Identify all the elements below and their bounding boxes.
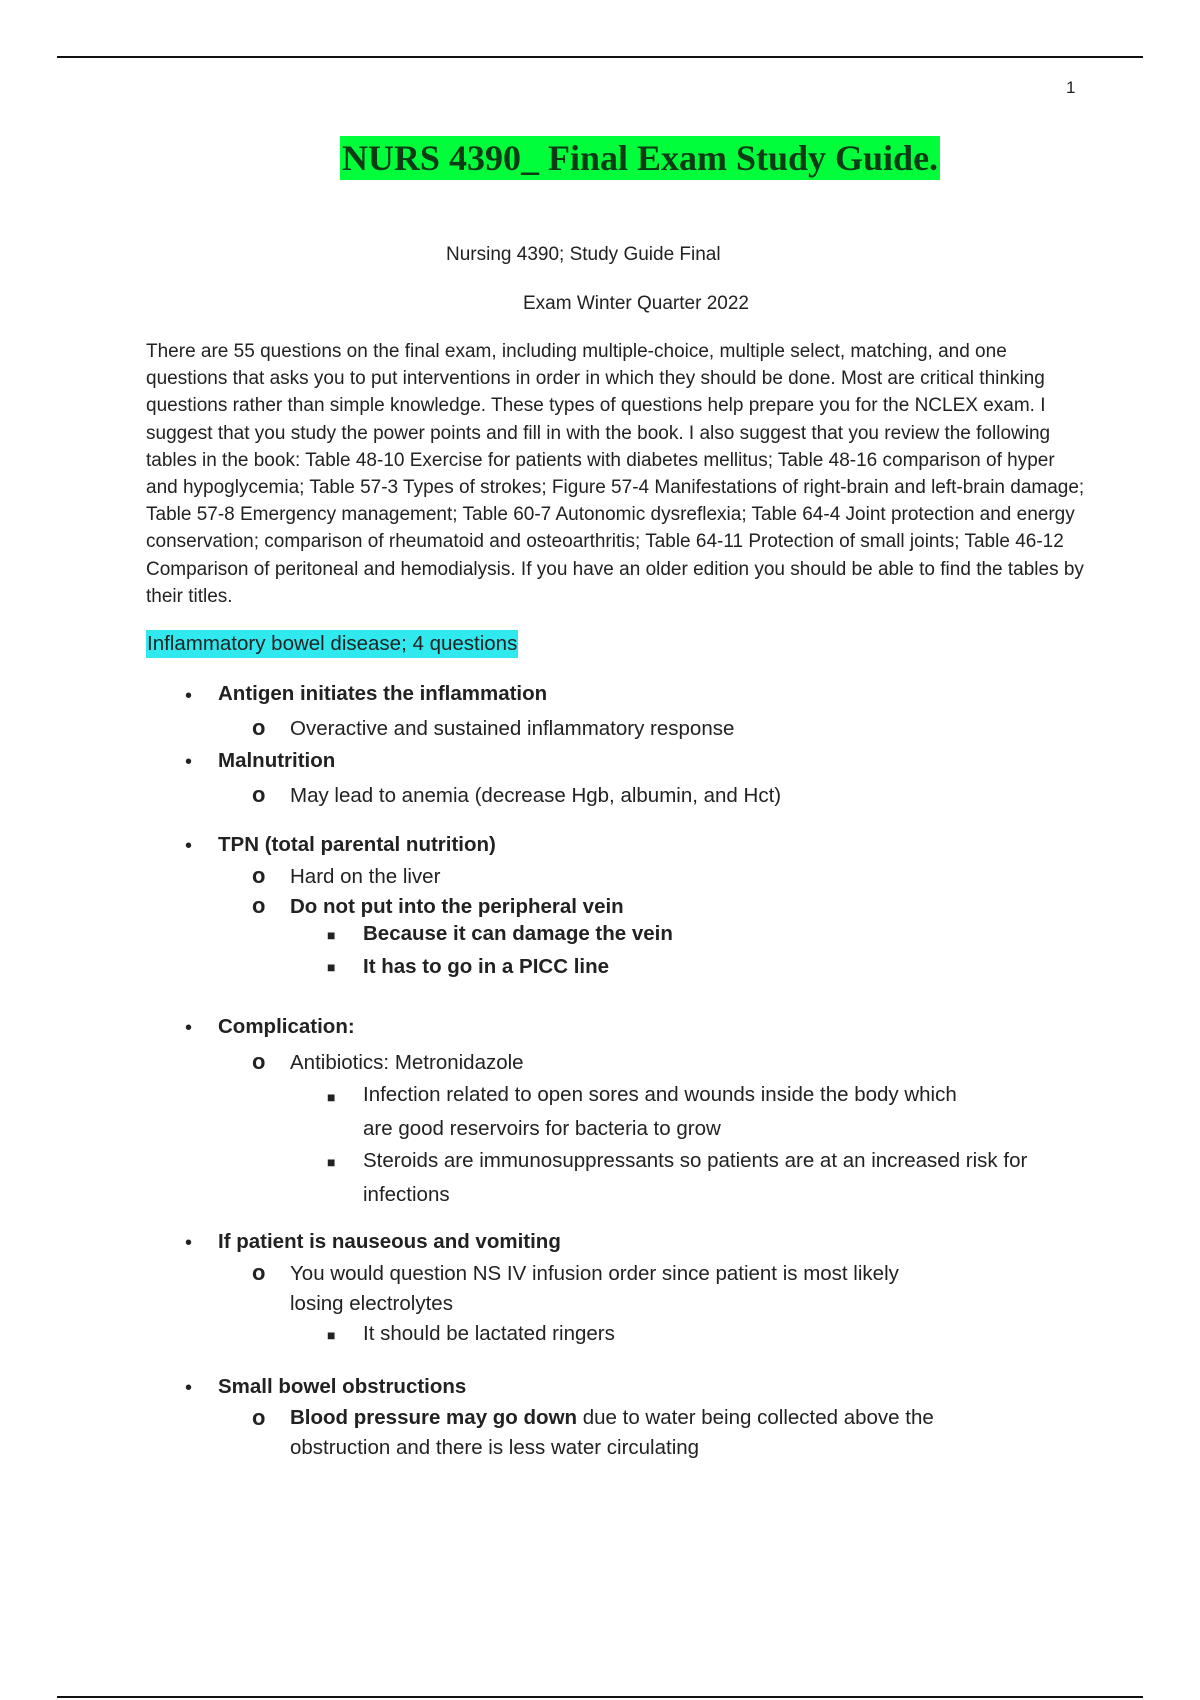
bullet-marker: • [185,1232,193,1254]
sub-bullet-marker: o [252,1405,266,1430]
sub-bullet-marker: o [252,1049,266,1074]
list-item-continued: obstruction and there is less water circulating [290,1436,700,1459]
document-title: NURS 4390_ Final Exam Study Guide. [341,138,939,178]
list-item: Hard on the liver [290,865,441,888]
section-heading: Inflammatory bowel disease; 4 questions [146,630,518,658]
list-item: Because it can damage the vein [363,922,673,945]
bullet-marker: • [185,751,193,773]
list-item: You would question NS IV infusion order since patient is most likely [290,1262,899,1285]
sub-bullet-marker: o [252,715,266,740]
list-item: May lead to anemia (decrease Hgb, albumin, and Hct) [290,784,782,807]
list-item: If patient is nauseous and vomiting [218,1230,561,1253]
list-item [290,1403,934,1433]
page-number: 1 [1066,78,1076,97]
emphasis-text: Blood pressure may go down [290,1406,578,1429]
footer-rule [57,1696,1143,1698]
sub-bullet-marker: o [252,893,266,918]
list-item: Small bowel obstructions [218,1375,467,1398]
subtitle-line-1: Nursing 4390; Study Guide Final [446,244,721,265]
bullet-marker: • [185,1017,193,1039]
bullet-marker: • [185,835,193,857]
header-rule [57,56,1143,58]
list-item-text: due to water being collected above the [577,1406,934,1429]
list-item: Antibiotics: Metronidazole [290,1051,524,1074]
sub-sub-bullet-marker: ■ [327,959,336,975]
list-item: Overactive and sustained inflammatory response [290,717,735,740]
list-item: Antigen initiates the inflammation [218,682,548,705]
sub-bullet-marker: o [252,1260,266,1285]
list-item-continued: losing electrolytes [290,1292,453,1315]
list-item-continued: are good reservoirs for bacteria to grow [363,1117,721,1140]
sub-sub-bullet-marker: ■ [327,1154,336,1170]
bullet-marker: • [185,685,193,707]
sub-sub-bullet-marker: ■ [327,1089,336,1105]
intro-paragraph: There are 55 questions on the final exam, including multiple-choice, multiple select, matching, and one questions that asks you to put interventions in order in which they should be done. Most are critical thinking questions rather than simple knowledge. These types of questions help prepare you for the NCLEX exam. I suggest that you study the power points and fill in with the book. I also suggest that you review the following tables in the book: Table 48-10 Exercise for patients with diabetes mellitus; Table 48-16 comparison of hyper and hypoglycemia; Table 57-3 Types of strokes; Figure 57-4 Manifestations of right-brain and left-brain damage; Table 57-8 Emergency management; Table 60-7 Autonomic dysreflexia; Table 64-4 Joint protection and energy conservation; comparison of rheumatoid and osteoarthritis; Table 64-11 Protection of small joints; Table 46-12 Comparison of peritoneal and hemodialysis. If you have an older edition you should be able to find the tables by their titles. [146,341,1085,607]
list-item: It should be lactated ringers [363,1322,615,1345]
list-item: Complication: [218,1015,355,1038]
sub-bullet-marker: o [252,863,266,888]
sub-bullet-marker: o [252,782,266,807]
list-item: Malnutrition [218,749,336,772]
list-item: TPN (total parental nutrition) [218,833,496,856]
subtitle-line-2: Exam Winter Quarter 2022 [523,293,749,314]
bullet-marker: • [185,1377,193,1399]
title-container [0,136,1200,180]
sub-sub-bullet-marker: ■ [327,927,336,943]
sub-sub-bullet-marker: ■ [327,1327,336,1343]
list-item: Steroids are immunosuppressants so patients are at an increased risk for [363,1149,1028,1172]
list-item-continued: infections [363,1183,450,1206]
list-item: Do not put into the peripheral vein [290,895,624,918]
list-item: Infection related to open sores and wounds inside the body which [363,1083,957,1106]
list-item: It has to go in a PICC line [363,955,610,978]
